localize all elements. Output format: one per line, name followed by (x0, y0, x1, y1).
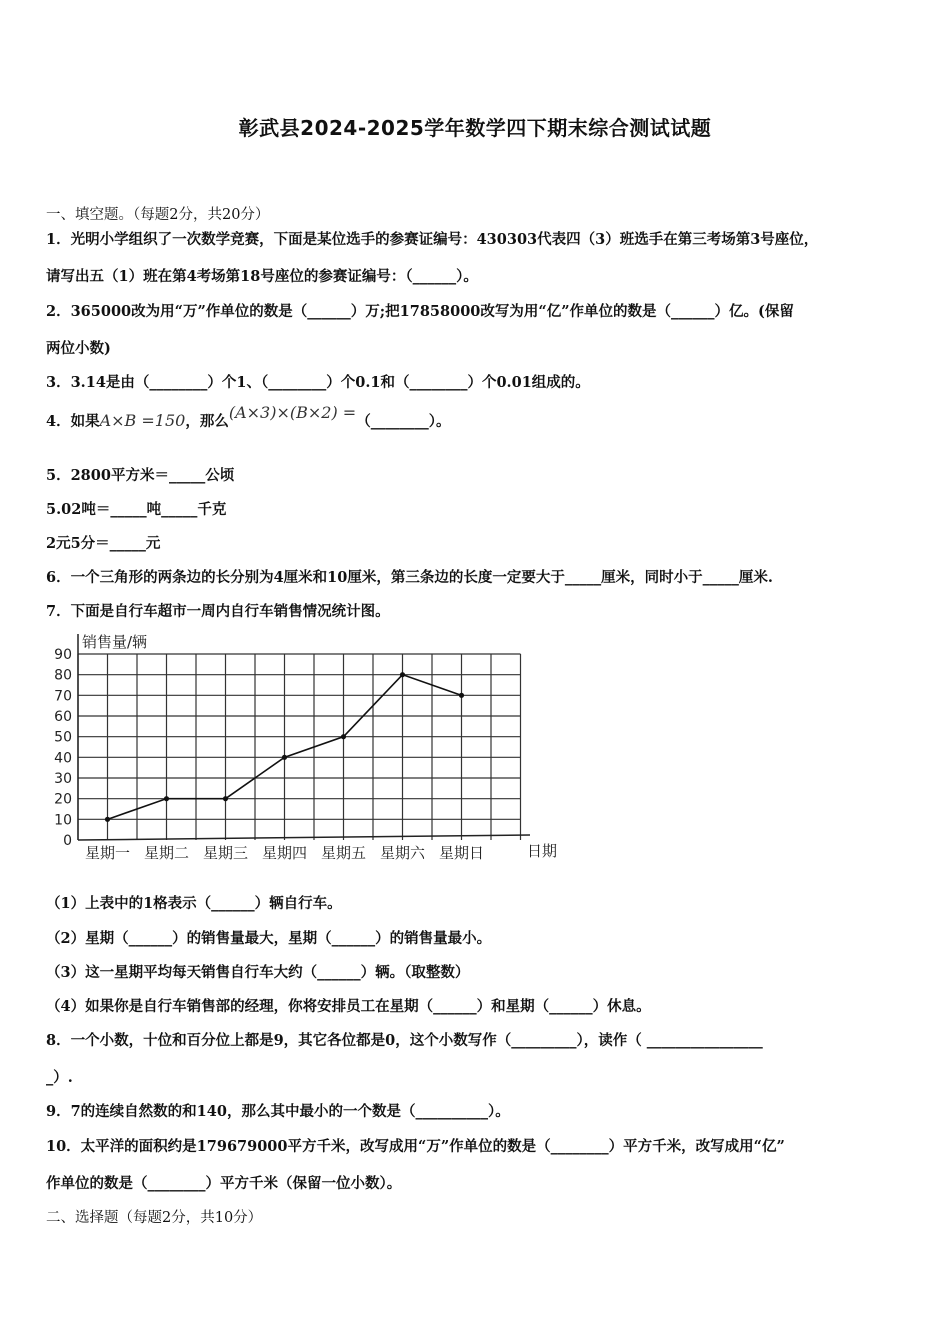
data-point (400, 672, 405, 677)
data-point (105, 817, 110, 822)
x-tick-label: 星期二 (143, 844, 190, 862)
question-7-sub-3: （3）这一星期平均每天销售自行车大约（______）辆。（取整数） (46, 964, 470, 981)
y-tick-label: 20 (54, 791, 72, 808)
data-point (164, 796, 169, 801)
x-axis-label: 日期 (526, 842, 558, 860)
data-point (282, 755, 287, 760)
data-point (459, 693, 464, 698)
question-7-sub-2: （2）星期（______）的销售量最大，星期（______）的销售量最小。 (46, 930, 492, 947)
y-tick-label: 30 (54, 771, 72, 787)
question-5-part-c: 2元5分＝_____元 (46, 535, 161, 552)
question-6: 6．一个三角形的两条边的长分别为4厘米和10厘米，第三条边的长度一定要大于_____厘米，同时小于_____厘米. (46, 569, 773, 586)
question-2-line-1: 2．365000改为用“万”作单位的数是（______）万;把17858000改写为用“亿”作单位的数是（______）亿。(保留 (46, 303, 794, 320)
question-7-sub-1: （1）上表中的1格表示（______）辆自行车。 (46, 895, 342, 912)
question-9: 9．7的连续自然数的和140，那么其中最小的一个数是（__________）。 (46, 1103, 510, 1120)
question-8-line-1: 8．一个小数，十位和百分位上都是9，其它各位都是0，这个小数写作（_________），读作（ ________________ (46, 1032, 763, 1049)
question-3: 3．3.14是由（________）个1、（________）个0.1和（________）个0.01组成的。 (46, 374, 590, 391)
y-tick-label: 40 (54, 750, 72, 767)
question-7-sub-4: （4）如果你是自行车销售部的经理，你将安排员工在星期（______）和星期（______）休息。 (46, 998, 651, 1015)
x-tick-label: 星期五 (320, 844, 367, 862)
question-1-line-2: 请写出五（1）班在第4考场第18号座位的参赛证编号：（______）。 (46, 268, 478, 285)
question-8-line-2: _）. (46, 1069, 73, 1086)
y-tick-label: 60 (54, 709, 72, 725)
data-point (223, 796, 228, 801)
question-4 (46, 403, 451, 431)
y-tick-label: 10 (54, 812, 72, 829)
question-1-line-1: 1．光明小学组织了一次数学竞赛，下面是某位选手的参赛证编号：430303代表四（3）班选手在第三考场第3号座位， (46, 231, 819, 248)
question-10-line-2: 作单位的数是（________）平方千米（保留一位小数）。 (46, 1175, 402, 1192)
x-tick-label: 星期三 (202, 844, 249, 862)
question-4-expression-1: A×B =150 (99, 411, 186, 430)
question-4-prefix: 4．如果 (46, 413, 100, 430)
page-title: 彰武县2024-2025学年数学四下期末综合测试试题 (238, 116, 712, 140)
x-tick-label: 星期六 (379, 844, 426, 862)
question-4-suffix: （________）。 (356, 413, 451, 430)
sales-line-chart (40, 628, 570, 868)
y-tick-label: 50 (54, 729, 72, 746)
y-tick-label: 70 (54, 688, 72, 705)
data-point (341, 734, 346, 739)
y-tick-label: 90 (54, 647, 72, 663)
x-tick-label: 星期四 (261, 844, 308, 862)
section-heading-fill-blank: 一、填空题。（每题2分，共20分） (46, 207, 270, 223)
question-10-line-1: 10．太平洋的面积约是179679000平方千米，改写成用“万”作单位的数是（________）平方千米，改写成用“亿” (46, 1138, 785, 1155)
question-2-line-2: 两位小数) (46, 340, 111, 357)
y-tick-label: 0 (63, 833, 72, 849)
question-4-middle: ，那么 (185, 413, 229, 430)
section-heading-multiple-choice: 二、选择题（每题2分，共10分） (46, 1210, 263, 1226)
question-4-expression-2: (A×3)×(B×2) = (228, 403, 357, 422)
y-tick-label: 80 (54, 667, 72, 684)
question-7: 7．下面是自行车超市一周内自行车销售情况统计图。 (46, 603, 390, 620)
y-axis-label: 销售量/辆 (82, 633, 148, 651)
question-5-part-b: 5.02吨＝_____吨_____千克 (46, 501, 227, 518)
question-5-part-a: 5．2800平方米＝_____公顷 (46, 467, 235, 484)
x-tick-label: 星期日 (438, 844, 485, 862)
x-tick-label: 星期一 (84, 844, 131, 862)
x-axis (78, 835, 530, 840)
